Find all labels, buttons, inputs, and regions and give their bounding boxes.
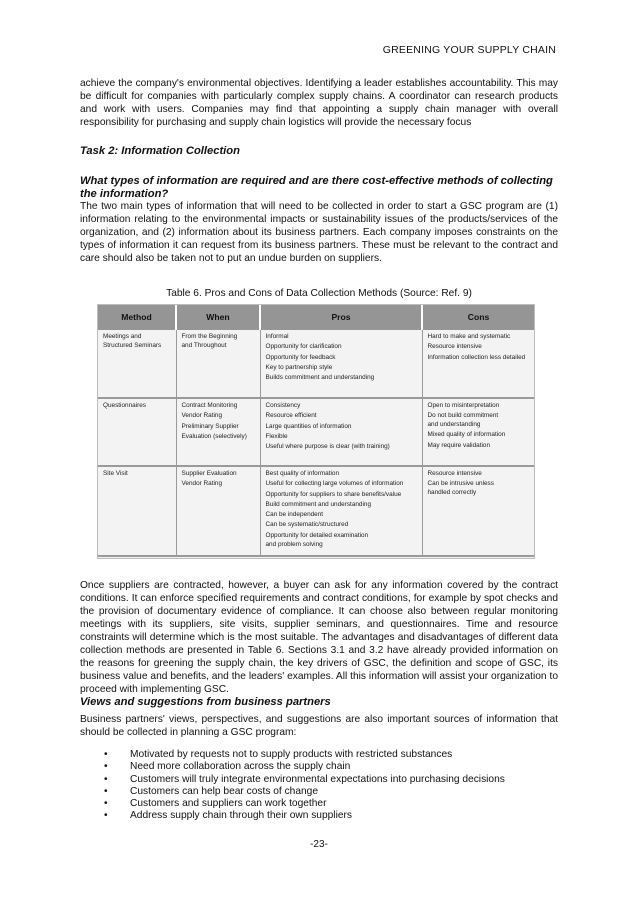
list-item-text: Customers and suppliers can work together bbox=[130, 798, 327, 810]
cell-line: Opportunity for clarification bbox=[265, 343, 342, 351]
list-item bbox=[102, 810, 505, 822]
cell-line: Evaluation (selectively) bbox=[181, 432, 247, 440]
cell-line: Open to misinterpretation bbox=[427, 402, 500, 409]
list-item-text: Need more collaboration across the supply chain bbox=[130, 761, 351, 773]
table-row bbox=[98, 466, 534, 556]
cell-line: Can be intrusive unless handled correctly bbox=[427, 480, 494, 497]
methods-table-container bbox=[97, 304, 535, 559]
list-item bbox=[102, 786, 505, 798]
cell-pros bbox=[260, 398, 422, 466]
cell-line: From the Beginning and Throughout bbox=[181, 333, 238, 349]
cell-line: May require validation bbox=[427, 441, 491, 449]
list-item bbox=[102, 761, 505, 773]
cell-line: Supplier Evaluation bbox=[181, 470, 237, 477]
suggestions-list bbox=[102, 749, 505, 823]
cell-line: Vendor Rating bbox=[181, 412, 223, 420]
header-when: When bbox=[176, 305, 260, 330]
cell-line: Resource intensive bbox=[427, 470, 482, 477]
cell-method bbox=[98, 466, 176, 556]
cell-line: Preliminary Supplier bbox=[181, 422, 239, 430]
cell-line: Can be systematic/structured bbox=[265, 521, 349, 529]
cell-line: Consistency bbox=[265, 402, 301, 409]
cell-line: Site Visit bbox=[103, 470, 128, 477]
cell-line: Do not build commitment and understanding bbox=[427, 412, 499, 429]
table-header-row bbox=[98, 305, 534, 330]
cell-line: Useful where purpose is clear (with training) bbox=[265, 443, 390, 451]
table-caption: Table 6. Pros and Cons of Data Collection Methods (Source: Ref. 9) bbox=[166, 288, 472, 299]
table-row bbox=[98, 398, 534, 466]
cell-line: Can be independent bbox=[265, 511, 324, 519]
cell-line: Key to partnership style bbox=[265, 363, 333, 371]
methods-table bbox=[98, 305, 534, 557]
contract-paragraph: Once suppliers are contracted, however, a buyer can ask for any information covered by the contract conditions. It can enforce specified requirements and contract conditions, for example by spot checks and the provision of documentary evidence of compliance. It can choose also between regular monitoring meetings with its suppliers, site visits, supplier seminars, and questionnaires. Time and resource constraints will determine which is the most suitable. The advantages and disadvantages of different data collection methods are presented in Table 6. Sections 3.1 and 3.2 have already provided information on the reasons for greening the supply chain, the key drivers of GSC, the definition and scope of GSC, its business value and benefits, and the leaders' examples. All this information will assist your organization to proceed with implementing GSC. bbox=[80, 580, 558, 695]
views-heading: Views and suggestions from business partners bbox=[80, 696, 331, 708]
cell-line: Hard to make and systematic bbox=[427, 333, 511, 340]
cell-when bbox=[176, 466, 260, 556]
cell-line: Contract Monitoring bbox=[181, 402, 238, 409]
cell-line: Opportunity for detailed examination and problem solving bbox=[265, 531, 369, 548]
cell-line: Useful for collecting large volumes of information bbox=[265, 480, 404, 488]
bullet-icon: • bbox=[104, 749, 108, 760]
cell-line: Resource intensive bbox=[427, 343, 482, 351]
bullet-icon: • bbox=[104, 810, 108, 822]
header-cons: Cons bbox=[422, 305, 534, 330]
bullet-icon: • bbox=[104, 785, 108, 797]
list-item-text: Customers will truly integrate environmental expectations into purchasing decisions bbox=[130, 773, 505, 785]
cell-line: Opportunity for suppliers to share benefits/value bbox=[265, 490, 402, 498]
cell-line: Builds commitment and understanding bbox=[265, 374, 375, 382]
cell-cons bbox=[422, 398, 534, 466]
cell-when bbox=[176, 398, 260, 466]
cell-cons bbox=[422, 466, 534, 556]
cell-line: Build commitment and understanding bbox=[265, 500, 372, 508]
list-item-text: Motivated by requests not to supply products with restricted substances bbox=[130, 749, 453, 760]
bullet-icon: • bbox=[104, 761, 108, 773]
cell-pros bbox=[260, 466, 422, 556]
list-item bbox=[102, 798, 505, 810]
page-number: -23- bbox=[310, 839, 328, 850]
running-header: GREENING YOUR SUPPLY CHAIN bbox=[382, 44, 556, 56]
header-method: Method bbox=[98, 305, 176, 330]
cell-line: Opportunity for feedback bbox=[265, 353, 336, 361]
cell-line: Informal bbox=[265, 333, 289, 340]
cell-cons bbox=[422, 330, 534, 398]
question-paragraph: The two main types of information that will need to be collected in order to start a GSC program are (1) information relating to the environmental impacts or sustainability issues of the products/services of the organization, and (2) information about its business partners. Each company imposes constraints on the types of information it can request from its business partners. These must be relevant to the contract and care should also be taken not to put an undue burden on suppliers. bbox=[80, 201, 558, 264]
list-item bbox=[102, 749, 505, 761]
views-paragraph: Business partners' views, perspectives, and suggestions are also important sources of information that should be collected in planning a GSC program: bbox=[80, 714, 558, 738]
bullet-icon: • bbox=[104, 773, 108, 785]
question-heading: What types of information are required and are there cost-effective methods of collecting the information? bbox=[80, 175, 553, 200]
list-item-text: Address supply chain through their own suppliers bbox=[130, 810, 352, 822]
task-heading: Task 2: Information Collection bbox=[80, 145, 240, 157]
cell-line: Vendor Rating bbox=[181, 480, 223, 488]
cell-line: Information collection less detailed bbox=[427, 353, 526, 361]
cell-pros bbox=[260, 330, 422, 398]
cell-method bbox=[98, 398, 176, 466]
cell-line: Flexible bbox=[265, 432, 288, 440]
header-pros: Pros bbox=[260, 305, 422, 330]
cell-when bbox=[176, 330, 260, 398]
table-row bbox=[98, 330, 534, 398]
cell-line: Questionnaires bbox=[103, 402, 146, 409]
intro-paragraph: achieve the company's environmental objectives. Identifying a leader establishes accountability. This may be difficult for companies with particularly complex supply chains. A coordinator can research products and work with users. Companies may find that appointing a supply chain manager with overall responsibility for purchasing and supply chain logistics will provide the necessary focus bbox=[80, 78, 558, 128]
cell-line: Large quantities of information bbox=[265, 422, 352, 430]
cell-line: Meetings and Structured Seminars bbox=[103, 333, 162, 349]
cell-method bbox=[98, 330, 176, 398]
list-item bbox=[102, 774, 505, 786]
list-item-text: Customers can help bear costs of change bbox=[130, 785, 319, 797]
cell-line: Mixed quality of information bbox=[427, 431, 506, 439]
bullet-icon: • bbox=[104, 798, 108, 810]
cell-line: Resource efficient bbox=[265, 412, 317, 420]
cell-line: Best quality of information bbox=[265, 470, 340, 477]
